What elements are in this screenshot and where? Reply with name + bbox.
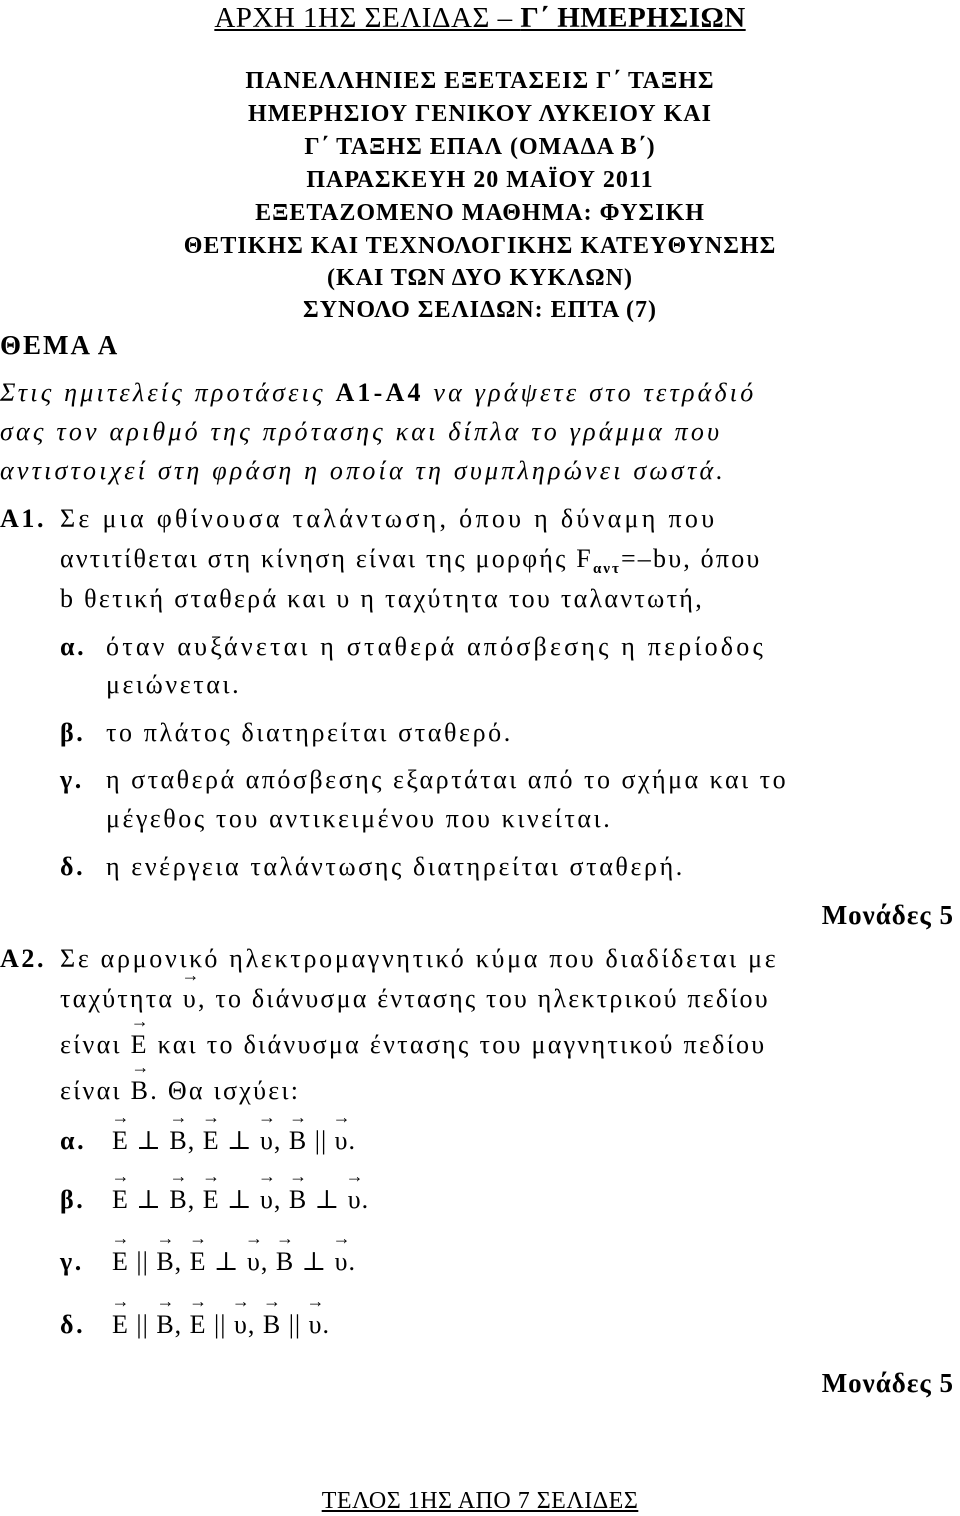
relation-1: ⊥ bbox=[136, 1126, 162, 1155]
a2-opt-a-label: α. bbox=[60, 1126, 87, 1155]
a1-sub: αντ bbox=[592, 561, 621, 577]
vector-v: → υ bbox=[309, 1310, 323, 1340]
vector-b: → B bbox=[169, 1126, 187, 1156]
a1-opt-a-line-2: μειώνεται. bbox=[106, 670, 242, 699]
a2-line-3b: και το διάνυσμα έντασης του μαγνητικού πεδίου bbox=[148, 1030, 767, 1059]
title-line-5: ΕΞΕΤΑΖΟΜΕΝΟ ΜΑΘΗΜΑ: ΦΥΣΙΚΗ bbox=[255, 200, 705, 226]
a2-line-2b: , το διάνυσμα έντασης του ηλεκτρικού πεδίου bbox=[197, 984, 770, 1013]
a2-opt-d-label: δ. bbox=[60, 1310, 86, 1339]
vector-b-symbol: → B bbox=[131, 1076, 151, 1106]
period: . bbox=[348, 1247, 357, 1276]
a2-line-1: Σε αρμονικό ηλεκτρομαγνητικό κύμα που διαδίδεται με bbox=[60, 944, 779, 973]
intro-line-3: αντιστοιχεί στη φράση η οποία τη συμπληρώνει σωστά. bbox=[0, 456, 727, 485]
comma: , bbox=[174, 1247, 183, 1276]
page-header bbox=[160, 2, 800, 35]
a2-line-4b: . Θα ισχύει: bbox=[150, 1076, 301, 1105]
a2-line-3a: είναι bbox=[60, 1030, 131, 1059]
vector-v: → υ bbox=[260, 1126, 274, 1156]
a2-line-2 bbox=[60, 984, 770, 1014]
a2-opt-c-label: γ. bbox=[60, 1247, 84, 1276]
period: . bbox=[322, 1310, 330, 1339]
vector-e: → E bbox=[190, 1247, 207, 1277]
a1-opt-d-label: δ. bbox=[60, 852, 86, 881]
a1-opt-a-line-1: όταν αυξάνεται η σταθερά απόσβεσης η περίοδος bbox=[106, 632, 766, 661]
a1-opt-c-label: γ. bbox=[60, 765, 84, 794]
vector-e: → E bbox=[203, 1126, 220, 1156]
a1-opt-d-line-1: η ενέργεια ταλάντωσης διατηρείται σταθερή. bbox=[106, 852, 685, 881]
vector-e: → E bbox=[203, 1185, 220, 1215]
title-line-4: ΠΑΡΑΣΚΕΥΗ 20 ΜΑΪΟΥ 2011 bbox=[306, 167, 654, 193]
comma: , bbox=[260, 1247, 269, 1276]
a1-line-1: Σε μια φθίνουσα ταλάντωση, όπου η δύναμη που bbox=[60, 504, 718, 533]
a1-label: Α1. bbox=[0, 504, 47, 533]
vector-v: → υ bbox=[335, 1126, 349, 1156]
relation-2: ⊥ bbox=[227, 1185, 253, 1214]
vector-e: → E bbox=[112, 1247, 129, 1277]
vector-e: → E bbox=[112, 1185, 129, 1215]
vector-v: → υ bbox=[260, 1185, 274, 1215]
intro-1b: Α1-Α4 bbox=[335, 378, 424, 407]
relation-3: || bbox=[288, 1310, 302, 1339]
vector-e: → E bbox=[190, 1310, 207, 1340]
period: . bbox=[361, 1185, 370, 1214]
comma: , bbox=[174, 1310, 183, 1339]
vector-v: → υ bbox=[234, 1310, 248, 1340]
header-bold: Γ΄ ΗΜΕΡΗΣΙΩΝ bbox=[520, 2, 746, 34]
a2-opt-d-formula bbox=[112, 1310, 330, 1340]
a1-line-2a: αντιτίθεται στη κίνηση είναι της μορφής F bbox=[60, 544, 593, 573]
comma: , bbox=[187, 1126, 196, 1155]
vector-b: → B bbox=[156, 1247, 174, 1277]
a2-line-4a: είναι bbox=[60, 1076, 131, 1105]
a1-opt-b-line-1: το πλάτος διατηρείται σταθερό. bbox=[106, 718, 513, 747]
vector-v: → υ bbox=[247, 1247, 261, 1277]
comma: , bbox=[273, 1185, 282, 1214]
vector-b: → B bbox=[289, 1185, 307, 1215]
title-line-8: ΣΥΝΟΛΟ ΣΕΛΙΔΩΝ: ΕΠΤΑ (7) bbox=[303, 297, 657, 323]
a2-opt-b-formula bbox=[112, 1185, 369, 1215]
title-line-3: Γ΄ ΤΑΞΗΣ ΕΠΑΛ (ΟΜΑΔΑ Β΄) bbox=[304, 134, 656, 160]
intro-line-1 bbox=[0, 378, 756, 408]
a2-line-3 bbox=[60, 1030, 766, 1060]
relation-3: ⊥ bbox=[314, 1185, 341, 1214]
a1-opt-c-line-1: η σταθερά απόσβεσης εξαρτάται από το σχήμα και το bbox=[106, 765, 789, 794]
a2-opt-b-label: β. bbox=[60, 1185, 86, 1214]
vector-b: → B bbox=[156, 1310, 174, 1340]
vector-b: → B bbox=[263, 1310, 281, 1340]
a2-line-2a: ταχύτητα bbox=[60, 984, 183, 1013]
relation-1: ⊥ bbox=[136, 1185, 162, 1214]
a1-line-2 bbox=[60, 544, 762, 577]
vector-e-symbol: → E bbox=[131, 1030, 149, 1060]
comma: , bbox=[247, 1310, 256, 1339]
vector-e: → E bbox=[112, 1310, 129, 1340]
theme-heading: ΘΕΜΑ Α bbox=[0, 330, 120, 360]
a2-marks: Μονάδες 5 bbox=[821, 1368, 954, 1398]
page-footer: ΤΕΛΟΣ 1ΗΣ ΑΠΟ 7 ΣΕΛΙΔΕΣ bbox=[321, 1488, 639, 1514]
vector-b: → B bbox=[276, 1247, 294, 1277]
relation-2: || bbox=[214, 1310, 227, 1339]
a1-line-2b: =–bυ, όπου bbox=[620, 544, 762, 573]
vector-v: → υ bbox=[348, 1185, 362, 1215]
relation-2: ⊥ bbox=[214, 1247, 240, 1276]
relation-2: ⊥ bbox=[227, 1126, 253, 1155]
a1-line-3: b θετική σταθερά και υ η ταχύτητα του ταλαντωτή, bbox=[60, 584, 705, 613]
vector-v-symbol: → υ bbox=[183, 984, 198, 1014]
a2-opt-a-formula bbox=[112, 1126, 356, 1156]
relation-3: || bbox=[314, 1126, 328, 1155]
comma: , bbox=[273, 1126, 282, 1155]
header-prefix: ΑΡΧΗ 1ΗΣ ΣΕΛΙΔΑΣ – bbox=[214, 2, 521, 34]
title-line-2: ΗΜΕΡΗΣΙΟΥ ΓΕΝΙΚΟΥ ΛΥΚΕΙΟΥ ΚΑΙ bbox=[248, 101, 712, 127]
relation-1: || bbox=[136, 1310, 149, 1339]
title-line-6: ΘΕΤΙΚΗΣ ΚΑΙ ΤΕΧΝΟΛΟΓΙΚΗΣ ΚΑΤΕΥΘΥΝΣΗΣ bbox=[183, 233, 777, 259]
a1-opt-c-line-2: μέγεθος του αντικειμένου που κινείται. bbox=[106, 804, 613, 833]
comma: , bbox=[187, 1185, 196, 1214]
a2-label: Α2. bbox=[0, 944, 47, 973]
a1-marks: Μονάδες 5 bbox=[821, 900, 954, 930]
vector-v: → υ bbox=[335, 1247, 349, 1277]
vector-b: → B bbox=[169, 1185, 187, 1215]
a1-opt-b-label: β. bbox=[60, 718, 86, 747]
title-line-7: (ΚΑΙ ΤΩΝ ΔΥΟ ΚΥΚΛΩΝ) bbox=[327, 265, 633, 291]
intro-line-2: σας τον αριθμό της πρότασης και δίπλα το γράμμα που bbox=[0, 417, 723, 446]
vector-e: → E bbox=[112, 1126, 129, 1156]
title-line-1: ΠΑΝΕΛΛΗΝΙΕΣ ΕΞΕΤΑΣΕΙΣ Γ΄ ΤΑΞΗΣ bbox=[245, 68, 715, 94]
a2-opt-c-formula bbox=[112, 1247, 356, 1277]
period: . bbox=[348, 1126, 357, 1155]
relation-3: ⊥ bbox=[301, 1247, 328, 1276]
a2-line-4 bbox=[60, 1076, 300, 1106]
intro-1a: Στις ημιτελείς προτάσεις bbox=[0, 378, 336, 407]
a1-opt-a-label: α. bbox=[60, 632, 87, 661]
intro-1c: να γράψετε στο τετράδιό bbox=[423, 378, 757, 407]
relation-1: || bbox=[136, 1247, 149, 1276]
vector-b: → B bbox=[289, 1126, 307, 1156]
